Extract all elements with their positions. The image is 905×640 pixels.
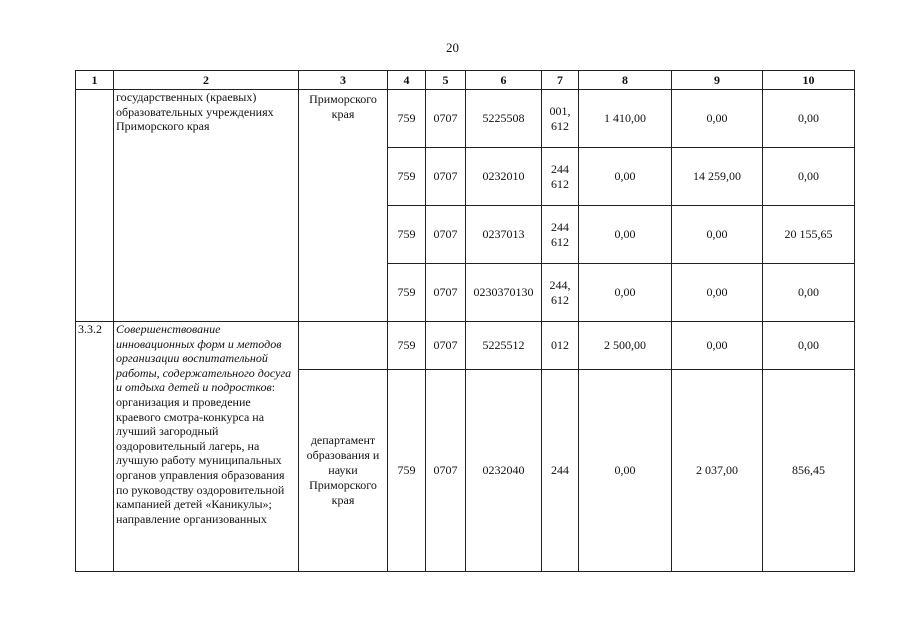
cell-c10: 0,00 bbox=[763, 322, 855, 370]
cell-c5: 0707 bbox=[426, 90, 466, 148]
col-header-6: 6 bbox=[466, 71, 542, 90]
col-header-5: 5 bbox=[426, 71, 466, 90]
cell-c6: 0232040 bbox=[466, 370, 542, 572]
cell-c4: 759 bbox=[388, 370, 426, 572]
col-header-8: 8 bbox=[579, 71, 672, 90]
cell-c8: 0,00 bbox=[579, 370, 672, 572]
item-number: 3.3.2 bbox=[76, 322, 114, 572]
executor-empty-cell bbox=[299, 322, 388, 370]
cell-c7: 244, 612 bbox=[542, 264, 579, 322]
cell-c6: 5225508 bbox=[466, 90, 542, 148]
cell-c6: 0230370130 bbox=[466, 264, 542, 322]
item-description bbox=[114, 322, 299, 572]
cell-c10: 0,00 bbox=[763, 264, 855, 322]
col-header-10: 10 bbox=[763, 71, 855, 90]
item-description: государственных (краевых) образовательных учреждениях Приморского края bbox=[114, 90, 299, 322]
cell-c4: 759 bbox=[388, 148, 426, 206]
cell-c5: 0707 bbox=[426, 264, 466, 322]
cell-c5: 0707 bbox=[426, 148, 466, 206]
col-header-1: 1 bbox=[76, 71, 114, 90]
item-executor: департамент образования и науки Приморского края bbox=[299, 370, 388, 572]
cell-c10: 20 155,65 bbox=[763, 206, 855, 264]
cell-c9: 0,00 bbox=[672, 90, 763, 148]
cell-c9: 0,00 bbox=[672, 322, 763, 370]
cell-c10: 0,00 bbox=[763, 90, 855, 148]
col-header-4: 4 bbox=[388, 71, 426, 90]
item-description-italic: Совершенствование инновационных форм и методов организации воспитательной работы, содержательного досуга и отдыха детей и подростков bbox=[116, 322, 292, 395]
cell-c10: 856,45 bbox=[763, 370, 855, 572]
item-number-cell bbox=[76, 90, 114, 322]
page-number: 20 bbox=[446, 40, 459, 55]
item-executor: Приморского края bbox=[299, 90, 388, 322]
col-header-2: 2 bbox=[114, 71, 299, 90]
col-header-9: 9 bbox=[672, 71, 763, 90]
header-row bbox=[76, 71, 855, 90]
cell-c4: 759 bbox=[388, 90, 426, 148]
cell-c4: 759 bbox=[388, 206, 426, 264]
cell-c4: 759 bbox=[388, 264, 426, 322]
cell-c7: 012 bbox=[542, 322, 579, 370]
cell-c5: 0707 bbox=[426, 206, 466, 264]
cell-c4: 759 bbox=[388, 322, 426, 370]
cell-c6: 0232010 bbox=[466, 148, 542, 206]
cell-c9: 0,00 bbox=[672, 264, 763, 322]
cell-c10: 0,00 bbox=[763, 148, 855, 206]
cell-c7: 001, 612 bbox=[542, 90, 579, 148]
cell-c7: 244 612 bbox=[542, 148, 579, 206]
cell-c8: 0,00 bbox=[579, 206, 672, 264]
cell-c9: 0,00 bbox=[672, 206, 763, 264]
cell-c5: 0707 bbox=[426, 370, 466, 572]
cell-c6: 5225512 bbox=[466, 322, 542, 370]
col-header-7: 7 bbox=[542, 71, 579, 90]
cell-c6: 0237013 bbox=[466, 206, 542, 264]
cell-c8: 0,00 bbox=[579, 264, 672, 322]
col-header-3: 3 bbox=[299, 71, 388, 90]
table-row bbox=[76, 90, 855, 148]
cell-c8: 1 410,00 bbox=[579, 90, 672, 148]
cell-c9: 2 037,00 bbox=[672, 370, 763, 572]
budget-table bbox=[75, 70, 855, 572]
cell-c9: 14 259,00 bbox=[672, 148, 763, 206]
cell-c5: 0707 bbox=[426, 322, 466, 370]
item-description-rest: : организация и проведение краевого смотра-конкурса на лучший загородный оздоровительный лагерь, на лучшую работу муниципальных органов управления образования по руководству оздоровительной кампанией детей «Каникулы»; направление организованных bbox=[116, 380, 285, 526]
cell-c8: 2 500,00 bbox=[579, 322, 672, 370]
cell-c7: 244 bbox=[542, 370, 579, 572]
cell-c7: 244 612 bbox=[542, 206, 579, 264]
table-row bbox=[76, 322, 855, 370]
cell-c8: 0,00 bbox=[579, 148, 672, 206]
